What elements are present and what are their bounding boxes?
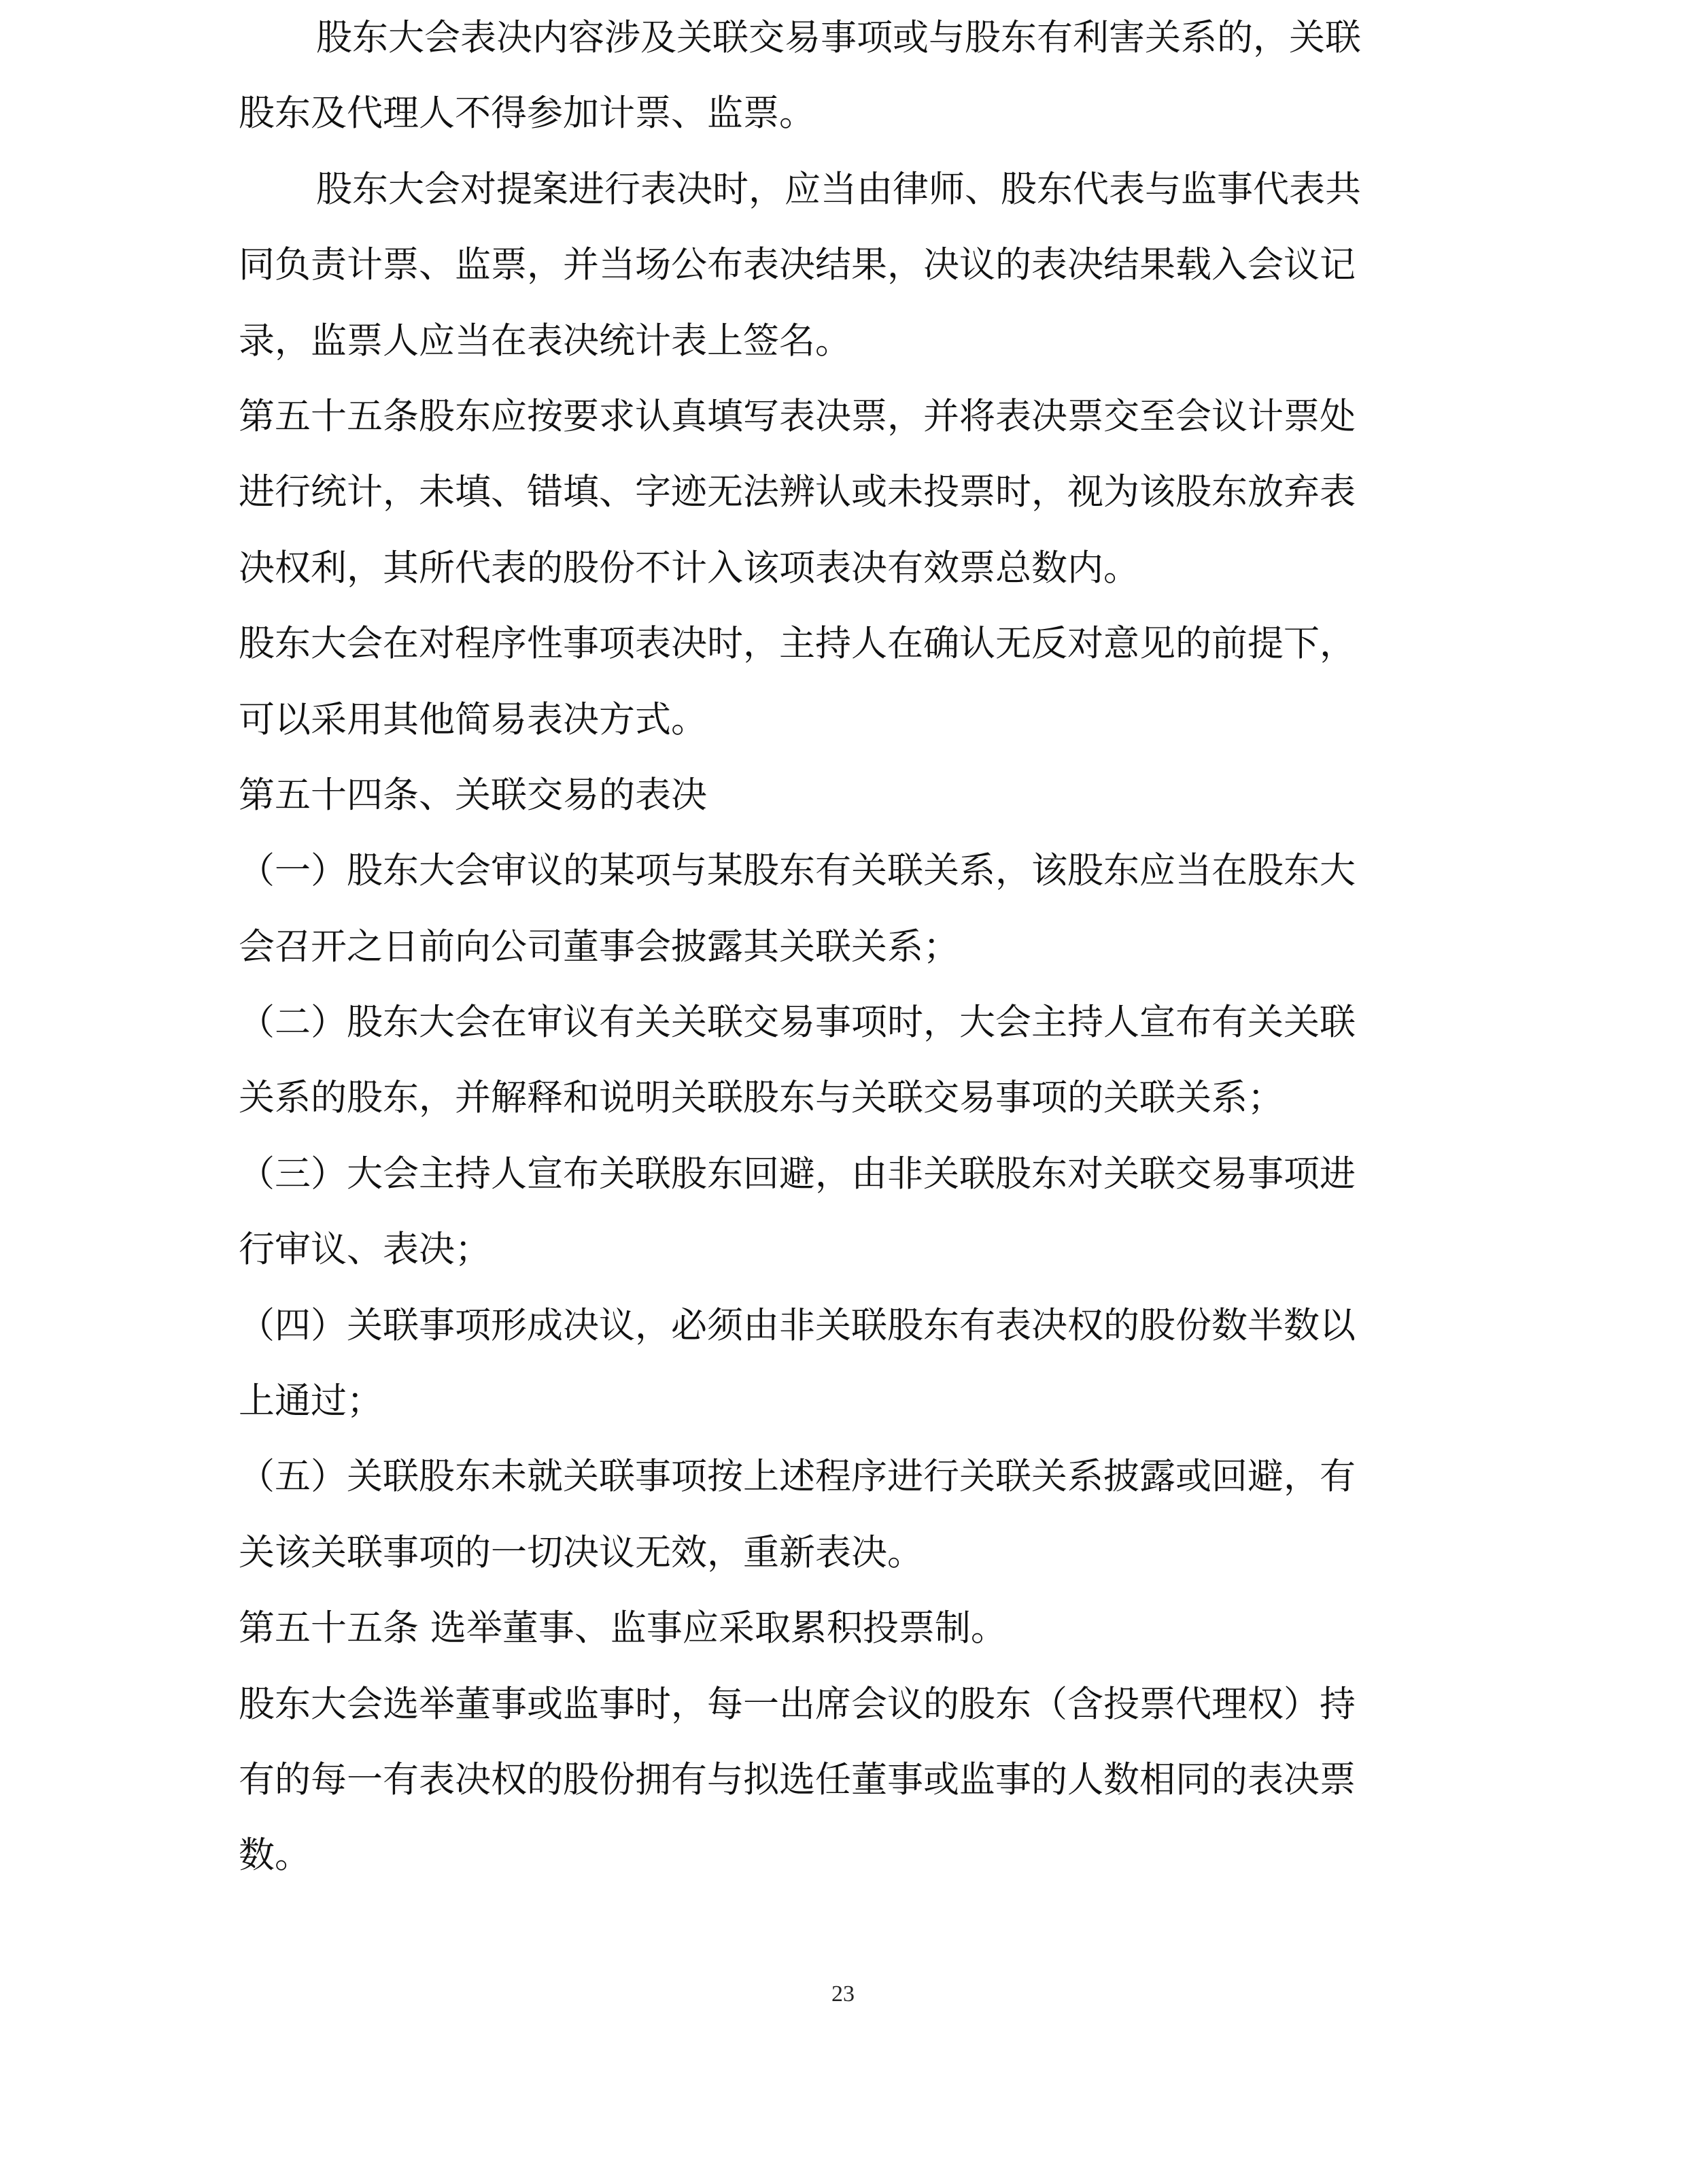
text-line: 有的每一有表决权的股份拥有与拟选任董事或监事的人数相同的表决票	[239, 1758, 1356, 1801]
text-line: 股东大会选举董事或监事时，每一出席会议的股东（含投票代理权）持	[239, 1683, 1356, 1725]
text-line: 关系的股东，并解释和说明关联股东与关联交易事项的关联关系；	[239, 1077, 1284, 1119]
text-line: 进行统计，未填、错填、字迹无法辨认或未投票时，视为该股东放弃表	[239, 471, 1356, 513]
text-line: 股东大会表决内容涉及关联交易事项或与股东有利害关系的，关联	[316, 17, 1361, 58]
text-line: 会召开之日前向公司董事会披露其关联关系；	[239, 925, 959, 968]
text-line: 第五十五条股东应按要求认真填写表决票，并将表决票交至会议计票处	[239, 395, 1356, 437]
text-line: 行审议、表决；	[239, 1229, 491, 1271]
page-number: 23	[831, 1981, 855, 2007]
text-line: 第五十四条、关联交易的表决	[239, 774, 707, 816]
text-line: 股东大会在对程序性事项表决时，主持人在确认无反对意见的前提下，	[239, 623, 1356, 665]
text-line: 股东大会对提案进行表决时，应当由律师、股东代表与监事代表共	[316, 168, 1361, 210]
text-line: （四）关联事项形成决议，必须由非关联股东有表决权的股份数半数以	[239, 1304, 1356, 1346]
text-line: 上通过；	[239, 1380, 383, 1422]
text-line: 关该关联事项的一切决议无效，重新表决。	[239, 1531, 923, 1573]
text-line: （一）股东大会审议的某项与某股东有关联关系，该股东应当在股东大	[239, 850, 1356, 892]
text-line: 同负责计票、监票，并当场公布表决结果，决议的表决结果载入会议记	[239, 244, 1356, 286]
text-line: （五）关联股东未就关联事项按上述程序进行关联关系披露或回避，有	[239, 1456, 1356, 1498]
text-line: 数。	[239, 1835, 311, 1877]
text-line: （二）股东大会在审议有关关联交易事项时，大会主持人宣布有关关联	[239, 1002, 1356, 1044]
text-line: 录，监票人应当在表决统计表上签名。	[239, 320, 851, 362]
text-line: 可以采用其他简易表决方式。	[239, 698, 707, 740]
text-line: 股东及代理人不得参加计票、监票。	[239, 92, 815, 135]
document-body	[239, 0, 1462, 1894]
text-line: （三）大会主持人宣布关联股东回避，由非关联股东对关联交易事项进	[239, 1153, 1356, 1195]
text-line: 决权利，其所代表的股份不计入该项表决有效票总数内。	[239, 547, 1139, 589]
text-line: 第五十五条 选举董事、监事应采取累积投票制。	[239, 1607, 1007, 1650]
